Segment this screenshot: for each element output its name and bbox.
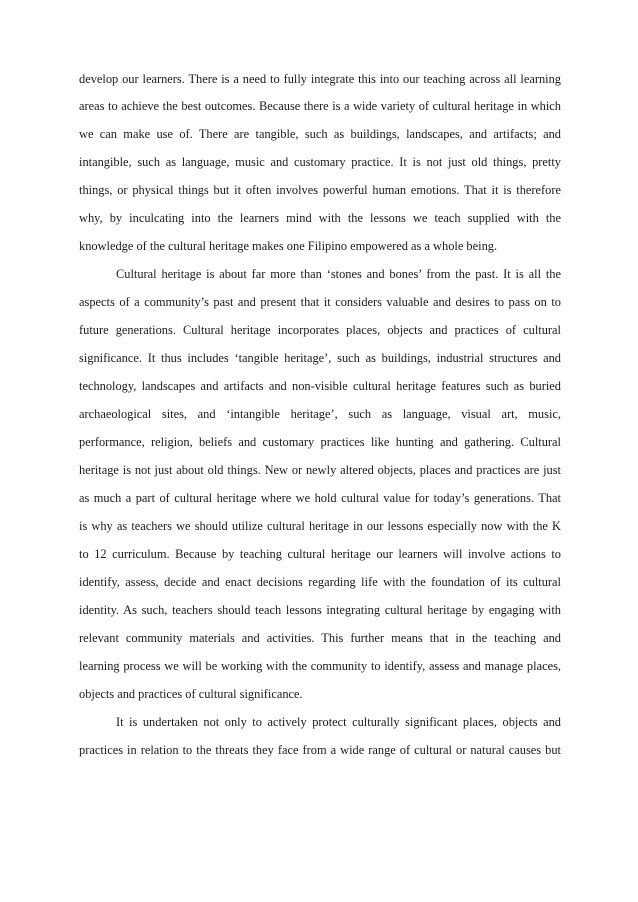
text-line-17: is why as teachers we should utilize cultural heritage in our lessons especially now with the K <box>79 519 561 533</box>
text-line-7: knowledge of the cultural heritage makes one Filipino empowered as a whole being. <box>79 239 498 253</box>
text-line-19: identify, assess, decide and enact decisions regarding life with the foundation of its cultural <box>79 575 561 589</box>
text-line-25: practices in relation to the threats they face from a wide range of cultural or natural causes but <box>79 743 561 757</box>
text-line-15: heritage is not just about old things. New or newly altered objects, places and practices are just <box>79 463 561 477</box>
text-line-18: to 12 curriculum. Because by teaching cultural heritage our learners will involve actions to <box>79 547 561 561</box>
text-line-1: develop our learners. There is a need to fully integrate this into our teaching across all learning <box>79 72 561 86</box>
text-line-11: significance. It thus includes ‘tangible heritage’, such as buildings, industrial structures and <box>79 351 561 365</box>
text-line-16: as much a part of cultural heritage where we hold cultural value for today’s generations. That <box>79 491 561 505</box>
text-line-5: things, or physical things but it often involves powerful human emotions. That it is therefore <box>79 183 561 197</box>
text-line-2: areas to achieve the best outcomes. Because there is a wide variety of cultural heritage in which <box>79 99 561 113</box>
text-line-4: intangible, such as language, music and customary practice. It is not just old things, pretty <box>79 155 561 169</box>
text-line-3: we can make use of. There are tangible, such as buildings, landscapes, and artifacts; and <box>79 127 561 141</box>
text-line-6: why, by inculcating into the learners mind with the lessons we teach supplied with the <box>79 211 561 225</box>
text-line-9: aspects of a community’s past and present that it considers valuable and desires to pass on to <box>79 295 561 309</box>
text-line-14: performance, religion, beliefs and customary practices like hunting and gathering. Cultural <box>79 435 561 449</box>
text-line-8: Cultural heritage is about far more than ‘stones and bones’ from the past. It is all the <box>116 267 561 281</box>
text-line-23: objects and practices of cultural significance. <box>79 687 303 701</box>
text-line-13: archaeological sites, and ‘intangible heritage’, such as language, visual art, music, <box>79 407 561 421</box>
text-line-22: learning process we will be working with the community to identify, assess and manage places, <box>79 659 561 673</box>
text-line-12: technology, landscapes and artifacts and non-visible cultural heritage features such as buried <box>79 379 561 393</box>
text-line-10: future generations. Cultural heritage incorporates places, objects and practices of cultural <box>79 323 561 337</box>
text-line-24: It is undertaken not only to actively protect culturally significant places, objects and <box>116 715 561 729</box>
text-line-20: identity. As such, teachers should teach lessons integrating cultural heritage by engaging with <box>79 603 561 617</box>
text-line-21: relevant community materials and activities. This further means that in the teaching and <box>79 631 561 645</box>
